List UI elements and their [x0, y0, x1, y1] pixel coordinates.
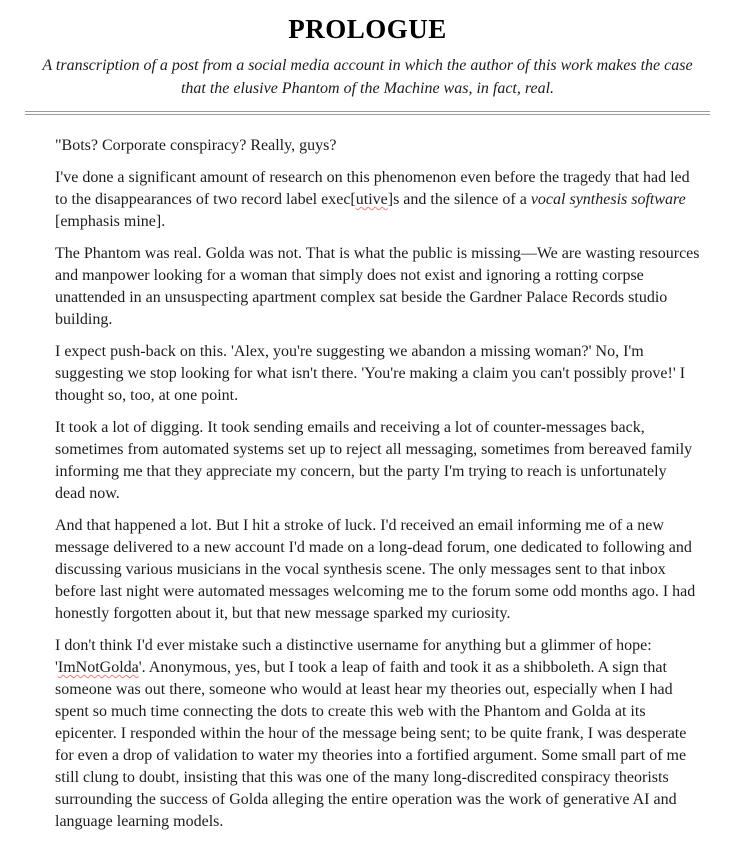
text-segment: I've done a significant amount of research on this phenomenon even before the tragedy that had led to the disappearances of two record label exec[ — [55, 169, 690, 208]
misspelled-word: utive — [355, 191, 388, 208]
document-page — [0, 14, 735, 833]
text-segment: "Bots? Corporate conspiracy? Really, guys? — [55, 137, 337, 154]
text-segment: '. Anonymous, yes, but I took a leap of faith and took it as a shibboleth. A sign that someone was out there, someone who would at least hear my theories out, especially when I had spent so much time connecting the dots to create this web with the Phantom and Golda at its epicenter. I responded within the hour of the message being sent; to be quite frank, I was desperate for even a drop of validation to water my theories into a fortified argument. Some small part of me still clung to doubt, insisting that this was one of the many long-discredited conspiracy theorists surrounding the success of Golda alleging the entire operation was the work of generative AI and language learning models. — [55, 659, 687, 830]
text-segment: [emphasis mine]. — [55, 213, 166, 230]
paragraph — [55, 167, 700, 233]
chapter-title: PROLOGUE — [288, 14, 447, 44]
text-segment: ]s and the silence of a — [387, 191, 531, 208]
misspelled-word: ImNotGolda — [57, 659, 139, 676]
text-segment: And that happened a lot. But I hit a stroke of luck. I'd received an email informing me of a new message delivered to a new account I'd made on a long-dead forum, one dedicated to following and discussing various musicians in the vocal synthesis scene. The only messages sent to that inbox before last night were automated messages welcoming me to the forum some odd months ago. I had honestly forgotten about it, but that new message sparked my curiosity. — [55, 517, 696, 622]
text-segment: The Phantom was real. Golda was not. That is what the public is missing—We are wasting resources and manpower looking for a woman that simply does not exist and ignoring a rotting corpse unattended in an unsuspecting apartment complex sat beside the Gardner Palace Records studio building. — [55, 245, 700, 328]
paragraph — [55, 635, 700, 833]
text-segment: I expect push-back on this. 'Alex, you're suggesting we abandon a missing woman?' No, I'm suggesting we stop looking for what isn't there. 'You're making a claim you can't possibly prove!' I thought so, too, at one point. — [55, 343, 686, 404]
chapter-note-line-1: A transcription of a post from a social media account in which the author of this work makes the case — [42, 57, 693, 74]
paragraph — [55, 341, 700, 407]
paragraph — [55, 135, 700, 157]
chapter-note-line-2: that the elusive Phantom of the Machine was, in fact, real. — [180, 80, 555, 97]
text-segment: It took a lot of digging. It took sending emails and receiving a lot of counter-messages back, sometimes from automated systems set up to reject all messaging, sometimes from bereaved family informing me that they appreciate my concern, but the party I'm trying to reach is unfortunately dead now. — [55, 419, 693, 502]
paragraph — [55, 243, 700, 331]
text-segment: I don't think I'd ever mistake such a distinctive username for anything but a glimmer of hope: ' — [55, 637, 652, 676]
emphasized-text: vocal synthesis software — [530, 191, 686, 208]
body-text — [55, 135, 700, 833]
section-divider-rule — [25, 111, 710, 115]
paragraph — [55, 417, 700, 505]
chapter-note — [0, 54, 735, 100]
paragraph — [55, 515, 700, 625]
